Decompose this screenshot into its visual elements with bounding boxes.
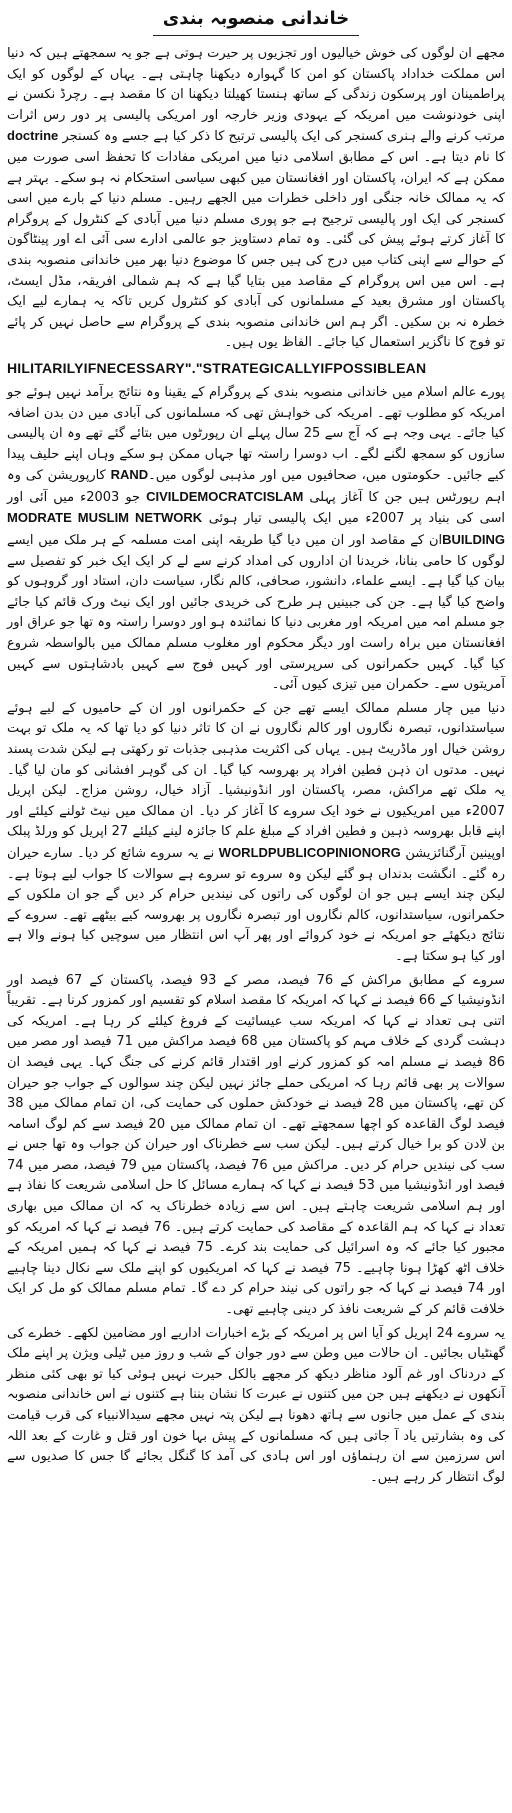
paragraph-7-text: دنیا میں چار مسلم ممالک ایسے تھے جن کے حکمرانوں اور ان کے حامیوں کے لیے ہوئے سیاستدانوں، تبصرہ نگاروں اور کالم نگاروں نے ان کا تاثر دنیا کو دیا تھا کہ یہ ملک تو بہت روشن خیال اور ماڈریٹ ہیں۔ یہاں کی اکثریت مذہبی جذبات تو رکھتی ہے لیکن شدت پسند نہیں۔ مدتوں ان ذہن فطین افراد پر بھروسہ کیا گیا۔ ان کی گوہر افشانی کو مان لیا گیا۔ یہ ملک تھے مراکش، مصر، پاکستان اور انڈونیشیا۔ آزاد خیال، روشن مزاج۔ لیکن اپریل 2007ء میں امریکیوں نے خود ایک سروے کا آغاز کر دیا۔ ان ممالک میں نیٹ ٹولنے کیلئے اور اپنے قابل بھروسہ ذہین و فطین افراد کے مبلغ علم کا جائزہ لینے کیلئے 27 اپریل کو ورلڈ پبلک اوپینین آرگنائزیشن (7, 700, 505, 861)
moderate-muslim-network-term: MODRATE MUSLIM NETWORK (7, 510, 203, 526)
title-block (7, 6, 505, 36)
paragraph-7 (7, 699, 505, 968)
paragraph-5-text: کی بنیاد پر 2007ء میں ایک پالیسی تیار ہوئی (208, 511, 474, 527)
doctrine-suffix: کا نام دیتا ہے۔ (423, 149, 506, 165)
paragraph-3-text: پورے عالم اسلام میں خاندانی منصوبہ بندی کے پروگرام کے یقینا وہ نتائج برآمد نہیں ہوئے جو امریکہ کو مطلوب تھے۔ امریکہ کی خواہش تھی کہ مسلمانوں کی آبادی میں دن بدن اضافہ کیا جائے۔ یہی وجہ ہے کہ آج سے 25 سال پہلے ان رپورٹوں میں بتائے گئے تھے وہ ان پالیسی سازوں کو سمجھ لگنے لگے۔ اب دوسرا راستہ تھا جہاں ممکن ہو سکے وہاں اپنے حلیف پیدا کیے جائیں۔ حکومتوں میں، صحافیوں میں اور مذہبی لوگوں میں۔ (7, 384, 506, 484)
article-body (7, 44, 505, 1488)
paragraph-9: سروے کے مطابق مراکش کے 76 فیصد، مصر کے 93 فیصد، پاکستان کے 67 فیصد اور انڈونیشیا کے 66 فیصد نے کہا کہ امریکہ کا مقصد اسلام کو تقسیم اور کمزور کرنا ہے۔ تقریباً اتنی ہی تعداد نے کہا کہ امریکہ سب عیسائیت کے فروغ کیلئے کر رہا ہے۔ امریکہ کی دہشت گردی کے خلاف مہم کو پاکستان میں 68 فیصد مراکش میں 71 فیصد اور مصر میں 86 فیصد نے مسلم امہ کو کمزور کرنے اور اقتدار قائم کرنے کی جنگ کہا۔ یہی فیصد ان سوالات پر بھی قائم رہا کہ امریکی حملے جائز نہیں لیکن چند سوالوں کے جواب جو حیران کن تھے، پاکستان میں 28 فیصد نے خودکش حملوں کی حمایت کی، ان تمام ممالک میں 38 فیصد لوگ القاعدہ کو اچھا سمجھتے تھے۔ ان تمام ممالک میں 20 فیصد سے کم لوگ اسامہ بن لادن کو برا خیال کرتے ہیں۔ لیکن سب سے خطرناک اور حیران کن جواب وہ تھا جس نے سب کی نیندیں حرام کر دیں۔ مراکش میں 76 فیصد، پاکستان میں 79 فیصد، مصر میں 74 فیصد اور انڈونیشیا میں 53 فیصد نے کہا کہ ہمارے مسائل کا حل اسلامی شریعت کا نفاذ ہے اور ہم اسلامی شریعت چاہتے ہیں۔ اس سے زیادہ خطرناک یہ کہ ان ممالک میں بھاری تعداد نے کہا کہ ہم القاعدہ کے مقاصد کی حمایت کرتے ہیں۔ 76 فیصد نے کہا کہ امریکہ کو مجبور کیا جائے کہ وہ اسرائیل کی حمایت بند کرے۔ 75 فیصد نے کہا کہ ہمیں امریکہ کے خلاف اٹھ کھڑا ہونا چاہیے۔ 75 فیصد نے کہا کہ امریکیوں کو اپنے ملک سے نکال دینا چاہیے اور 74 فیصد نے کہا کہ جو راتوں کی نیند حرام کر دے گا۔ تمام مسلم ممالک کو مل کر ایک خلافت قائم کر کے شریعت نافذ کر دینی چاہیے تھی۔ (7, 972, 505, 1318)
paragraph-8-text: نے یہ سروے شائع کر دیا۔ سارے حیران رہ گئے۔ انگشت بدنداں ہو گئے لیکن وہ سروے تو سروے ہے سوالات کا جواب لیے ہوتا ہے۔ لیکن چند ایسے ہیں جو ان لوگوں کی راتوں کی نیندیں حرام کر دیں گے جو ان ملکوں کے حکمرانوں، سیاستدانوں، کالم نگاروں اور تبصرہ نگاروں پر بھروسہ کیے بیٹھے تھے۔ سروے کے نتائج دیکھئے جو امریکہ نے خود کروائے اور پھر آپ اس انتظار میں سوچیں کیا ہونے والا ہے اور کیا ہو سکتا ہے۔ (7, 845, 505, 964)
paragraph-4-text: کارپوریشن کی وہ اہم رپورٹس ہیں جن کا آغاز پہلی (7, 468, 505, 505)
doctrine-term: doctrine (7, 128, 59, 144)
rand-term: RAND (110, 467, 149, 483)
paragraph-2-text: اس کے مطابق اسلامی دنیا میں امریکی مفادات کا تحفظ اسی صورت میں ممکن ہے کہ ایران، پاکستان اور افغانستان میں کبھی سیاسی استحکام نہ ہو سکے۔ بہتر ہے کہ یہ ممالک خانہ جنگی اور داخلی خطرات میں الجھے رہیں۔ مسلم دنیا کے بارے میں اسی کسنجر کی ایک اور پالیسی ترجیح ہے جو پوری مسلم دنیا میں آبادی کے کنٹرول کے پروگرام کا آغاز کرتے ہوئے پیش کی گئی۔ وہ تمام دستاویز جو عالمی ادارے سی آئی اے اور پینٹاگون کے حوالے سے اپنی کتاب میں درج کی ہیں جس کا موضوع دنیا بھر میں خاندانی منصوبہ بندی ہے۔ اس میں اس پروگرام کے مقاصد میں بتایا گیا ہے کہ ہم شمالی افریقہ، مڈل ایسٹ، پاکستان اور مشرق بعید کے مسلمانوں کی آبادی کو کنٹرول کریں تاکہ یہ ہمارے لیے ایک خطرہ نہ بن سکیں۔ اگر ہم اس خاندانی منصوبہ بندی کے پروگرام سے حاصل نہیں کر پائے تو فوج کا ناگزیر استعمال کیا جائے۔ الفاظ یوں ہیں۔ (7, 149, 505, 351)
civil-suffix: جو 2003ء میں آئی اور اسی (7, 489, 505, 527)
paragraph-10: یہ سروے 24 اپریل کو آیا اس پر امریکہ کے بڑے اخبارات اداریے اور مضامین لکھے۔ خطرے کی گھنٹیاں بجائیں۔ ان حالات میں وطن سے دور جوان کے شب و روز میں ٹیلی ویژن پر اپنے ملک کے دردناک اور غم آلود مناظر دیکھ کر مجھے بالکل حیرت نہیں ہوئی کیا تو بھی کئی منظر آنکھوں نے دیکھنے ہیں جن میں کتنوں نے عبرت کا نشان بننا ہے کتنوں نے اس خاندانی منصوبہ بندی کے عمل میں جانوں سے ہاتھ دھونا ہے لیکن پتہ نہیں مجھے سیدالانبیاء کی قرب قیامت کی وہ بشارتیں یاد آ جاتی ہیں کہ مسلمانوں کے پیش بہا خون اور قتل و غارت کے بعد اللہ اس سرزمین سے ان رہنماؤں اور اس ہادی کی آمد کا گنگل بجائے گا جس کا صدیوں سے لوگ انتظار کر رہے ہیں۔ (7, 1325, 505, 1485)
article-title: خاندانی منصوبہ بندی (153, 6, 359, 36)
paragraph-6-text: ان کے مقاصد اور ان میں دیا گیا طریقہ اپنی امت مسلمہ کے ہر ملک میں ایسے لوگوں کا حامی بنانا، خریدنا ان اداروں کی امداد کرنے سے لے کر ایک ایک خبر کو تفصیل سے بیان کیا گیا ہے۔ ایسے علماء، دانشور، صحافی، کالم نگار، سیاست دان، استاد اور گروہوں کو واضح کیا گیا ہے۔ جن کی جبینیں ہر طرح کی خریدی جائیں اور ایک نیٹ ورک قائم کیا جائے جو مسلم امہ میں امریکہ اور مغربی دنیا کا نمائندہ ہو اور دوسرا راستہ وہ تھا جو عراق اور افغانستان میں براہ راست اور دیگر محکوم اور مغلوب مسلم ممالک میں بالواسطہ شروع کیا گیا۔ کہیں حکمرانوں کی سرپرستی اور کہیں فوج سے کہیں بادشاہتوں سے کہیں آمریتوں سے۔ حکمران میں تیزی کیوں آئی۔ (7, 533, 505, 693)
paragraph-1 (7, 44, 505, 354)
building-term: BUILDING (442, 532, 505, 548)
paragraph-1-text: مجھے ان لوگوں کی خوش خیالیوں اور تجزیوں پر حیرت ہوتی ہے جو یہ سمجھتے ہیں کہ دنیا اس مملکت خداداد پاکستان کو امن کا گہوارہ دیکھنا چاہتی ہے۔ یہاں کے لوگوں کو ایک پراطمینان اور پرسکون زندگی کے ساتھ ہنستا کھیلتا دیکھنا ان کا مقصد ہے۔ رچرڈ نکسن نے اپنی خودنوشت میں امریکہ کے یہودی وزیر خارجہ اور امریکی پالیسی پر دور رس اثرات مرتب کرنے والے ہنری کسنجر کی ایک پالیسی ترتیح کا ذکر کیا ہے جسے وہ کسنجر (7, 46, 505, 145)
world-public-opinion-term: WORLDPUBLICOPINIONORG (218, 844, 401, 860)
strategic-quote-line: HILITARILYIFNECESSARY"."STRATEGICALLYIFPOSSIBLEAN (7, 359, 427, 376)
paragraph-3 (7, 383, 505, 696)
civil-democratic-islam-term: CIVILDEMOCRATCISLAM (146, 488, 304, 504)
